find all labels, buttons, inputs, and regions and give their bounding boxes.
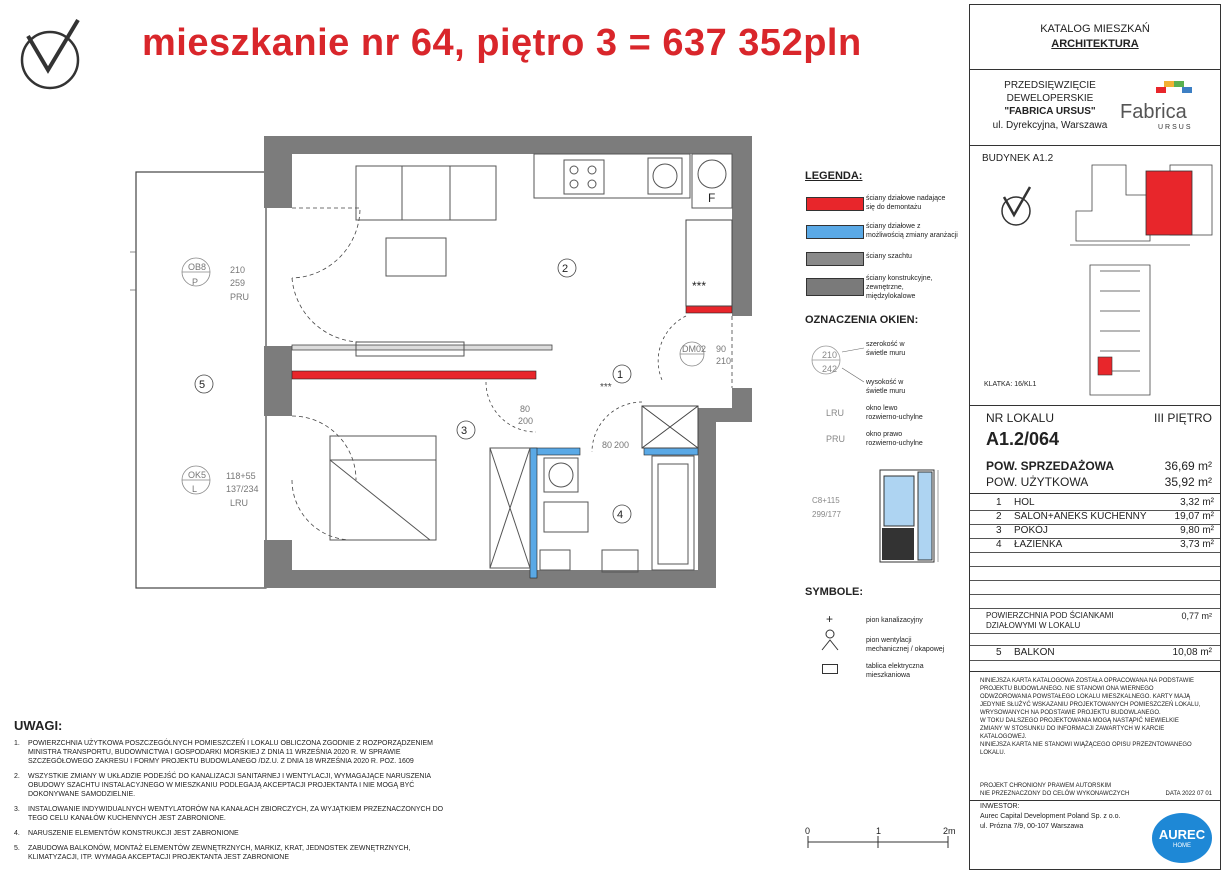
legend-red-1: ściany działowe nadające bbox=[866, 195, 946, 202]
legend-blue-2: możliwością zmiany aranżacji bbox=[866, 232, 958, 239]
sym3b-label: mieszkaniowa bbox=[866, 672, 910, 679]
win-width-1: szerokość w bbox=[866, 341, 905, 348]
room-no: 1 bbox=[996, 497, 1002, 508]
pru-label-2: rozwierno-uchylne bbox=[866, 440, 923, 447]
legend-struct-3: międzylokalowe bbox=[866, 293, 916, 300]
room-number-2: 2 bbox=[562, 263, 569, 275]
scale-1: 1 bbox=[876, 826, 882, 836]
legend-swatch-blue bbox=[806, 225, 864, 239]
room-name: POKÓJ bbox=[1014, 525, 1048, 536]
aurec-logo-sub: HOME bbox=[1173, 843, 1191, 849]
small-architect-logo-icon bbox=[998, 185, 1038, 229]
partition-label-1: POWIERZCHNIA POD ŚCIANKAMI bbox=[986, 611, 1114, 620]
disclaimer-line: JEDYNIE SŁUŻYĆ WSKAZANIU PROJEKTOWANYCH POMIESZCZEŃ LOKALU, bbox=[980, 702, 1201, 708]
room-area: 19,07 m² bbox=[1174, 511, 1214, 522]
pru-label-1: okno prawo bbox=[866, 431, 903, 438]
scale-2: 2m bbox=[943, 826, 956, 836]
legend-swatch-red bbox=[806, 197, 864, 211]
room-row bbox=[970, 525, 1220, 537]
disclaimer-line: LOKALU. bbox=[980, 750, 1006, 756]
room-area: 3,32 m² bbox=[1180, 497, 1214, 508]
lru-label-2: rozwierno-uchylne bbox=[866, 414, 923, 421]
note-2-text: WSZYSTKIE ZMIANY W UKŁADZIE PODEJŚĆ DO KANALIZACJI SANITARNEJ I WENTYLACJI, WYMAGAJĄCE NARUSZENIA OBUDOWY SZACHTU INSTALACYJNEGO W MIESZKANIU PODLEGAJĄ AKCEPTACJI PROJEKTANTA I NIE MOGĄ BYĆ DOKONYWANE SAMODZIELNIE. bbox=[28, 773, 431, 798]
balcony-label: BALKON bbox=[1014, 647, 1055, 658]
win2-l: L bbox=[192, 484, 198, 494]
sym2b-label: mechanicznej / okapowej bbox=[866, 646, 945, 653]
room-row bbox=[970, 539, 1220, 551]
win1-p: P bbox=[192, 277, 199, 287]
svg-text:F: F bbox=[708, 191, 716, 205]
floor-plan bbox=[130, 130, 770, 600]
svg-text:***: *** bbox=[692, 279, 707, 293]
headline-price: mieszkanie nr 64, piętro 3 = 637 352pln bbox=[142, 22, 862, 64]
project-line-2: DEWELOPERSKIE bbox=[1006, 93, 1094, 104]
win1-code: OB8 bbox=[188, 262, 207, 272]
investor-line-1: Aurec Capital Development Poland Sp. z o.o. bbox=[980, 813, 1121, 820]
room-name: HOL bbox=[1014, 497, 1035, 508]
disclaimer-line: NINIEJSZA KARTA NIE STANOWI WIĄŻĄCEGO OPISU PRZEZNTOWANEGO bbox=[980, 742, 1192, 748]
disclaimer-line: ODWZOROWANIA POWSTAŁEGO LOKALU MIESZKALNEGO. KARTY MAJĄ bbox=[980, 694, 1191, 700]
brand-sub: URSUS bbox=[1158, 124, 1193, 131]
entry-h: 210 bbox=[716, 356, 732, 366]
entry-code: DM02 bbox=[682, 344, 707, 354]
room-name: SALON+ANEKS KUCHENNY bbox=[1014, 511, 1147, 522]
info-panel bbox=[969, 4, 1221, 870]
legend-struct-2: zewnętrzne, bbox=[866, 284, 904, 291]
architect-logo-icon bbox=[18, 14, 88, 94]
unit-id: A1.2/064 bbox=[986, 429, 1060, 449]
door1-h: 200 bbox=[518, 416, 534, 426]
building-key-plan bbox=[1070, 161, 1218, 401]
legend-shaft: ściany szachtu bbox=[866, 253, 912, 260]
plus-icon: + bbox=[826, 612, 834, 626]
room-no: 4 bbox=[996, 539, 1002, 550]
note-3-text: INSTALOWANIE INDYWIDUALNYCH WENTYLATORÓW NA KANAŁACH ZBIORCZYCH, ZA WYJĄTKIEM PRZEZNACZONYCH DO TEGO CELU KANAŁÓW KUCHENNYCH JEST ZABRONIONE. bbox=[28, 806, 444, 822]
aurec-logo-text: AUREC bbox=[1158, 827, 1206, 842]
notes-title: UWAGI: bbox=[14, 718, 63, 733]
win2-w: 118+55 bbox=[226, 471, 256, 481]
svg-text:***: *** bbox=[600, 382, 612, 393]
room-no: 3 bbox=[996, 525, 1002, 536]
balcony-no: 5 bbox=[996, 647, 1002, 658]
room-number-5: 5 bbox=[199, 379, 206, 391]
lru-label-1: okno lewo bbox=[866, 405, 898, 412]
door2-w: 80 bbox=[602, 440, 613, 450]
balcony-area: 10,08 m² bbox=[1172, 647, 1212, 658]
note-3: 3. INSTALOWANIE INDYWIDUALNYCH WENTYLATORÓW NA KANAŁACH ZBIORCZYCH, ZA WYJĄTKIEM PRZEZNACZONYCH DO TEGO CELU KANAŁÓW KUCHENNYCH JEST ZABRONIONE. bbox=[14, 806, 444, 822]
sale-area: 36,69 m² bbox=[1164, 459, 1212, 473]
entry-w: 90 bbox=[716, 344, 727, 354]
pru-sample: PRU bbox=[826, 434, 846, 444]
win-width-2: świetle muru bbox=[866, 350, 906, 357]
electric-panel-icon bbox=[822, 664, 838, 674]
building-label: BUDYNEK A1.2 bbox=[982, 153, 1054, 164]
legend-swatch-shaft bbox=[806, 252, 864, 266]
disclaimer-line: PROJEKTU BUDOWLANEGO. NIE STANOWI ONA WIERNEGO bbox=[980, 686, 1154, 692]
door2-h: 200 bbox=[614, 440, 630, 450]
window-legend-icon bbox=[808, 338, 868, 448]
usable-area-label: POW. UŻYTKOWA bbox=[986, 475, 1089, 489]
fabrica-logo-icon bbox=[1154, 79, 1194, 101]
ventilation-icon bbox=[818, 628, 846, 652]
sym1-label: pion kanalizacyjny bbox=[866, 617, 923, 624]
note-2: 2. WSZYSTKIE ZMIANY W UKŁADZIE PODEJŚĆ DO KANALIZACJI SANITARNEJ I WENTYLACJI, WYMAGAJĄCE NARUSZENIA OBUDOWY SZACHTU INSTALACYJNEGO W MIESZKANIU PODLEGAJĄ AKCEPTACJI PROJEKTANTA I NIE MOGĄ BYĆ DOKONYWANE SAMODZIELNIE. bbox=[14, 773, 431, 798]
investor-label: INWESTOR: bbox=[980, 803, 1020, 810]
win-w-sample: 210 bbox=[822, 350, 838, 360]
win2-h: 137/234 bbox=[226, 484, 259, 494]
note-1: 1. POWIERZCHNIA UŻYTKOWA POSZCZEGÓLNYCH POMIESZCZEŃ I LOKALU OBLICZONA ZGODNIE Z ROZPORZĄDZENIEM MINISTRA TRANSPORTU, BUDOWNICTWA I GOSPODARKI MORSKIEJ Z DNIA 11 WRZEŚNIA 2020 R. W SPRAWIE SZCZEGÓŁOWEGO ZAKRESU I FORMY PROJEKTU BUDOWLANEGO /DZ.U. Z DNIA 18 WRZEŚNIA 2020 R. POZ. 1609 bbox=[14, 740, 434, 765]
sym3a-label: tablica elektryczna bbox=[866, 663, 924, 670]
stair-label: KLATKA: 16/KL1 bbox=[984, 381, 1037, 388]
brand-name: Fabrica bbox=[1120, 101, 1187, 123]
win1-h: 259 bbox=[230, 278, 246, 288]
disclaimer-line: KATALOGOWEJ. bbox=[980, 734, 1027, 740]
investor-line-2: ul. Prózna 7/9, 00-107 Warszawa bbox=[980, 823, 1084, 830]
legend-struct-1: ściany konstrukcyjne, bbox=[866, 275, 933, 282]
copyright-1: PROJEKT CHRONIONY PRAWEM AUTORSKIM bbox=[980, 783, 1112, 789]
project-line-4: ul. Dyrekcyjna, Warszawa bbox=[992, 120, 1108, 131]
project-line-1: PRZEDSIĘWZIĘCIE bbox=[1004, 80, 1096, 91]
unit-floor: III PIĘTRO bbox=[1153, 411, 1212, 425]
note-1-text: POWIERZCHNIA UŻYTKOWA POSZCZEGÓLNYCH POMIESZCZEŃ I LOKALU OBLICZONA ZGODNIE Z ROZPORZĄDZENIEM MINISTRA TRANSPORTU, BUDOWNICTWA I GOSPODARKI MORSKIEJ Z DNIA 11 WRZEŚNIA 2020 R. W SPRAWIE SZCZEGÓŁOWEGO ZAKRESU I FORMY PROJEKTU BUDOWLANEGO /DZ.U. Z DNIA 18 WRZEŚNIA 2020 R. POZ. 1609 bbox=[28, 740, 434, 765]
room-name: ŁAZIENKA bbox=[1014, 539, 1063, 550]
partition-area: 0,77 m² bbox=[1181, 611, 1212, 621]
lru-sample: LRU bbox=[826, 408, 845, 418]
partition-label-2: DZIAŁOWYMI W LOKALU bbox=[986, 621, 1081, 630]
win2-code: OK5 bbox=[188, 470, 207, 480]
legend-swatch-structural bbox=[806, 278, 864, 296]
disclaimer-line: WRYSOWANYCH NA PODSTAWIE PROJEKTU BUDOWLANEGO. bbox=[980, 710, 1161, 716]
windows-title: OZNACZENIA OKIEN: bbox=[805, 314, 919, 326]
disclaimer-line: NINIEJSZA KARTA KATALOGOWA ZOSTAŁA OPRACOWANA NA PODSTAWIE bbox=[980, 678, 1195, 684]
room-number-4: 4 bbox=[617, 509, 624, 521]
win-height-2: świetle muru bbox=[866, 388, 906, 395]
disclaimer-line: ZMIANY W STOSUNKU DO INFORMACJI ZAWARTYCH W KARCIE bbox=[980, 726, 1165, 732]
copyright-2: NIE PRZEZNACZONY DO CELÓW WYKONAWCZYCH bbox=[980, 791, 1130, 797]
project-line-3: "FABRICA URSUS" bbox=[1004, 106, 1096, 117]
legend-blue-1: ściany działowe z bbox=[866, 223, 921, 230]
sale-area-label: POW. SPRZEDAŻOWA bbox=[986, 459, 1115, 473]
room-number-1: 1 bbox=[617, 369, 624, 381]
room-area: 3,73 m² bbox=[1180, 539, 1214, 550]
symbols-title: SYMBOLE: bbox=[805, 586, 864, 598]
catalog-title: KATALOG MIESZKAŃ bbox=[1040, 23, 1150, 35]
legend-title: LEGENDA: bbox=[805, 170, 863, 182]
room-row bbox=[970, 511, 1220, 523]
legend-red-2: się do demontażu bbox=[866, 204, 922, 211]
sym2a-label: pion wentylacji bbox=[866, 637, 912, 644]
notes-section bbox=[14, 718, 444, 868]
room-row bbox=[970, 497, 1220, 509]
note-5-text: ZABUDOWA BALKONÓW, MONTAŻ ELEMENTÓW ZEWNĘTRZNYCH, MARKIZ, KRAT, JEDNOSTEK ZEWNĘTRZNYCH, KLIMATYZACJI, ITP. WYMAGA AKCEPTACJI PROJEKTANTA JEST ZABRONIONE bbox=[28, 845, 411, 861]
usable-area: 35,92 m² bbox=[1164, 475, 1212, 489]
note-4: 4. NARUSZENIE ELEMENTÓW KONSTRUKCJI JEST ZABRONIONE bbox=[14, 830, 239, 837]
scale-0: 0 bbox=[805, 826, 811, 836]
door1-w: 80 bbox=[520, 404, 531, 414]
window-elevation-icon bbox=[874, 468, 954, 568]
win-h-sample: 242 bbox=[822, 364, 838, 374]
room-number-3: 3 bbox=[461, 425, 468, 437]
catalog-subtitle: ARCHITEKTURA bbox=[1051, 38, 1139, 50]
date-label: DATA 2022 07 01 bbox=[1165, 791, 1212, 797]
win1-type: PRU bbox=[230, 292, 250, 302]
disclaimer-line: W TOKU DALSZEGO PROJEKTOWANIA MOGĄ NASTĄPIĆ NIEWIELKIE bbox=[980, 718, 1179, 724]
win1-w: 210 bbox=[230, 265, 246, 275]
note-4-text: NARUSZENIE ELEMENTÓW KONSTRUKCJI JEST ZABRONIONE bbox=[28, 830, 239, 837]
win-height-1: wysokość w bbox=[866, 379, 904, 386]
note-5: 5. ZABUDOWA BALKONÓW, MONTAŻ ELEMENTÓW ZEWNĘTRZNYCH, MARKIZ, KRAT, JEDNOSTEK ZEWNĘTRZNYCH, KLIMATYZACJI, ITP. WYMAGA AKCEPTACJI PROJEKTANTA JEST ZABRONIONE bbox=[14, 845, 411, 861]
aurec-logo-icon bbox=[1152, 813, 1212, 863]
win2-type: LRU bbox=[230, 498, 249, 508]
room-area: 9,80 m² bbox=[1180, 525, 1214, 536]
door-code: C8+115 bbox=[812, 496, 840, 505]
door-dims: 299/177 bbox=[812, 510, 841, 519]
disclaimer bbox=[980, 677, 1216, 757]
unit-nr-label: NR LOKALU bbox=[986, 411, 1055, 425]
room-no: 2 bbox=[996, 511, 1002, 522]
